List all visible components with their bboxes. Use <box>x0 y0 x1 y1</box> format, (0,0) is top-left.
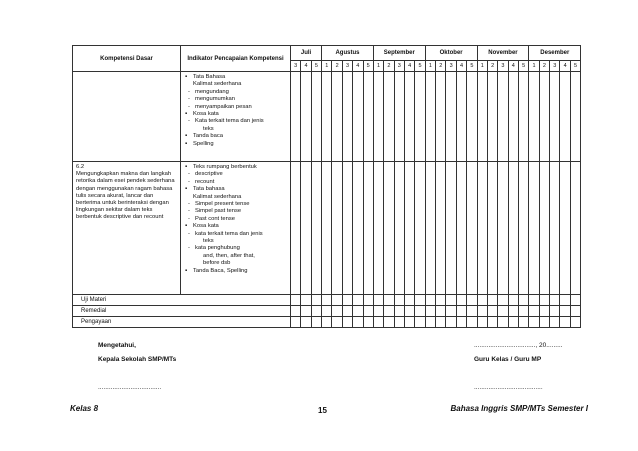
week-cell[interactable] <box>363 72 373 162</box>
header-month-oktober: Oktober <box>425 46 477 61</box>
week-cell[interactable] <box>301 162 311 295</box>
week-cell[interactable] <box>498 162 508 295</box>
kd-cell-empty <box>73 72 181 162</box>
week-cell[interactable] <box>529 72 539 162</box>
row-label-uji-materi: Uji Materi <box>73 295 291 306</box>
week-cell[interactable] <box>404 162 414 295</box>
header-month-september: September <box>373 46 425 61</box>
table-row-uji-materi <box>73 295 581 306</box>
week-cell[interactable] <box>477 162 487 295</box>
week-header: 5 <box>415 61 425 72</box>
kd-text: Mengungkapkan makna dan langkah retorika dalam esei pendek sederhana dengan menggunakan ragam bahasa tulis secara akurat, lancar dan berterima untuk berinteraksi dengan lingkungan sekitar dalam teks berbentuk descriptive dan recount <box>76 171 175 221</box>
week-header: 4 <box>301 61 311 72</box>
list-item: ▪ Tata Bahasa <box>185 74 286 81</box>
week-cell[interactable] <box>394 162 404 295</box>
header-indikator: Indikator Pencapaian Kompetensi <box>181 46 291 72</box>
week-cell[interactable] <box>353 162 363 295</box>
table-row-remedial <box>73 306 581 317</box>
week-cell[interactable] <box>467 72 477 162</box>
week-header: 1 <box>529 61 539 72</box>
week-header: 5 <box>467 61 477 72</box>
week-cell[interactable] <box>404 72 414 162</box>
list-item: - Simpel past tense <box>185 208 286 215</box>
week-cell[interactable] <box>322 162 332 295</box>
signature-kepala-sekolah: Kepala Sekolah SMP/MTs <box>98 356 177 363</box>
list-item: - descriptive <box>185 171 286 178</box>
week-cell[interactable] <box>508 72 518 162</box>
week-cell[interactable] <box>539 162 549 295</box>
list-item: - mengumumkan <box>185 96 286 103</box>
week-cell[interactable] <box>519 162 529 295</box>
list-item: before dsb <box>203 260 231 267</box>
list-item: - Kata terkait tema dan jenis <box>185 118 286 125</box>
week-cell[interactable] <box>342 72 352 162</box>
indikator-cell-1 <box>181 72 291 162</box>
list-item: - mengundang <box>185 89 286 96</box>
header-month-november: November <box>477 46 529 61</box>
week-cell[interactable] <box>498 72 508 162</box>
week-header: 2 <box>487 61 497 72</box>
header-month-agustus: Agustus <box>322 46 374 61</box>
week-cell[interactable] <box>550 72 560 162</box>
schedule-table <box>72 45 581 328</box>
week-header: 3 <box>342 61 352 72</box>
week-cell[interactable] <box>291 72 301 162</box>
table-row-1 <box>73 72 581 162</box>
week-header: 3 <box>291 61 301 72</box>
week-cell[interactable] <box>332 162 342 295</box>
week-header: 4 <box>508 61 518 72</box>
week-cell[interactable] <box>425 72 435 162</box>
week-header: 2 <box>384 61 394 72</box>
week-cell[interactable] <box>291 162 301 295</box>
week-cell[interactable] <box>311 72 321 162</box>
week-header: 4 <box>560 61 570 72</box>
week-cell[interactable] <box>529 162 539 295</box>
list-item: - recount <box>185 179 286 186</box>
list-item: - menyampaikan pesan <box>185 104 286 111</box>
week-cell[interactable] <box>332 72 342 162</box>
signature-line-right: ...................................... <box>474 384 543 391</box>
header-month-desember: Desember <box>529 46 581 61</box>
week-cell[interactable] <box>384 72 394 162</box>
list-item: ▪ Spelling <box>185 141 286 148</box>
week-cell[interactable] <box>487 162 497 295</box>
week-cell[interactable] <box>519 72 529 162</box>
list-item: ▪ Tata bahasa <box>185 186 286 193</box>
kd-cell-6-2 <box>73 162 181 295</box>
week-header: 2 <box>539 61 549 72</box>
week-cell[interactable] <box>373 162 383 295</box>
week-cell[interactable] <box>415 162 425 295</box>
week-header: 2 <box>436 61 446 72</box>
list-item: and, then, after that, <box>203 252 255 259</box>
week-cell[interactable] <box>353 72 363 162</box>
week-cell[interactable] <box>415 72 425 162</box>
list-item: - Simpel present tense <box>185 201 286 208</box>
table-row-pengayaan <box>73 317 581 328</box>
week-header: 3 <box>394 61 404 72</box>
footer-class: Kelas 8 <box>70 404 99 413</box>
week-cell[interactable] <box>456 162 466 295</box>
week-cell[interactable] <box>467 162 477 295</box>
signature-date-line: .................................., 20......... <box>474 342 563 349</box>
header-month-juli: Juli <box>291 46 322 61</box>
week-cell[interactable] <box>436 72 446 162</box>
week-cell[interactable] <box>373 72 383 162</box>
week-cell[interactable] <box>550 162 560 295</box>
week-cell[interactable] <box>477 72 487 162</box>
list-item: teks <box>203 238 214 245</box>
week-header: 5 <box>570 61 580 72</box>
row-label-pengayaan: Pengayaan <box>73 317 291 328</box>
kd-number: 6.2 <box>76 164 85 170</box>
week-cell[interactable] <box>322 72 332 162</box>
week-cell[interactable] <box>394 72 404 162</box>
week-cell[interactable] <box>425 162 435 295</box>
week-cell[interactable] <box>363 162 373 295</box>
week-header: 3 <box>550 61 560 72</box>
page-number: 15 <box>318 406 327 415</box>
list-item: ▪ Tanda Baca, Spelling <box>185 268 286 275</box>
list-item: ▪ Kosa kata <box>185 223 286 230</box>
list-item: teks <box>203 125 214 132</box>
list-item: ▪ Kosa kata <box>185 111 286 118</box>
week-header: 4 <box>353 61 363 72</box>
table-row-2 <box>73 162 581 295</box>
week-header: 4 <box>456 61 466 72</box>
header-kompetensi-dasar: Kompetensi Dasar <box>73 46 181 72</box>
list-item: Kalimat sederhana <box>193 193 242 200</box>
week-cell[interactable] <box>311 162 321 295</box>
week-cell[interactable] <box>446 72 456 162</box>
signature-guru: Guru Kelas / Guru MP <box>474 356 542 363</box>
signature-line-left: ................................... <box>98 384 162 391</box>
week-cell[interactable] <box>384 162 394 295</box>
week-header: 5 <box>363 61 373 72</box>
row-label-remedial: Remedial <box>73 306 291 317</box>
signature-mengetahui: Mengetahui, <box>98 342 136 349</box>
list-item: - kata penghubung <box>185 245 286 252</box>
week-cell[interactable] <box>301 72 311 162</box>
list-item: ▪ Teks rumpang berbentuk <box>185 164 286 171</box>
week-cell[interactable] <box>539 72 549 162</box>
indikator-cell-2 <box>181 162 291 295</box>
week-header: 5 <box>311 61 321 72</box>
week-cell[interactable] <box>570 162 580 295</box>
week-cell[interactable] <box>570 72 580 162</box>
week-header: 3 <box>446 61 456 72</box>
week-cell[interactable] <box>487 72 497 162</box>
week-cell[interactable] <box>508 162 518 295</box>
week-header: 3 <box>498 61 508 72</box>
list-item: - kata terkait tema dan jenis <box>185 231 286 238</box>
week-cell[interactable] <box>560 162 570 295</box>
week-header: 2 <box>332 61 342 72</box>
footer-subject: Bahasa Inggris SMP/MTs Semester I <box>450 404 588 413</box>
week-header: 5 <box>519 61 529 72</box>
week-header: 1 <box>477 61 487 72</box>
week-header: 1 <box>322 61 332 72</box>
list-item: - Past cont tense <box>185 216 286 223</box>
list-item: Kalimat sederhana <box>193 81 242 88</box>
week-cell[interactable] <box>456 72 466 162</box>
week-header: 4 <box>404 61 414 72</box>
week-header: 1 <box>425 61 435 72</box>
week-cell[interactable] <box>436 162 446 295</box>
list-item: ▪ Tanda baca <box>185 133 286 140</box>
week-cell[interactable] <box>446 162 456 295</box>
week-header: 1 <box>373 61 383 72</box>
week-cell[interactable] <box>560 72 570 162</box>
week-cell[interactable] <box>342 162 352 295</box>
